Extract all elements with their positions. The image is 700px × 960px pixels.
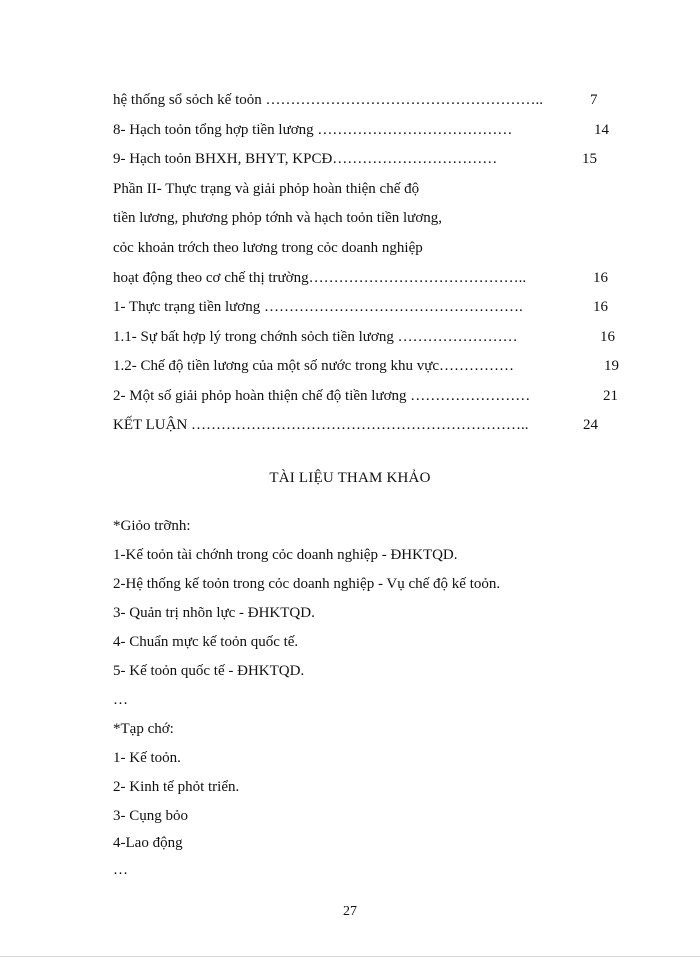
toc-page-number: 16 — [593, 270, 608, 286]
toc-line: tiền lương, phương phỏp tớnh và hạch toỏn tiền lương, — [113, 210, 442, 226]
reference-line: 5- Kế toỏn quốc tế - ĐHKTQD. — [113, 663, 305, 679]
toc-line: 2- Một số giải phỏp hoàn thiện chế độ tiền lương …………………… — [113, 388, 531, 404]
toc-page-number: 24 — [583, 417, 598, 433]
toc-line: KẾT LUẬN ………………………………………………………….. — [113, 417, 529, 433]
reference-line: … — [113, 862, 128, 878]
reference-line: *Tạp chớ: — [113, 721, 174, 737]
reference-line: 3- Quản trị nhõn lực - ĐHKTQD. — [113, 605, 315, 621]
toc-line: 1.1- Sự bất hợp lý trong chớnh sỏch tiền lương …………………… — [113, 329, 518, 345]
toc-line: Phần II- Thực trạng và giải phỏp hoàn thiện chế độ — [113, 181, 420, 197]
page-bottom-divider — [0, 956, 700, 957]
reference-line: 3- Cụng bỏo — [113, 808, 188, 824]
references-heading: TÀI LIỆU THAM KHẢO — [269, 470, 431, 486]
toc-line: 8- Hạch toỏn tổng hợp tiền lương ………………………………… — [113, 122, 513, 138]
toc-line: cỏc khoản trớch theo lương trong cỏc doanh nghiệp — [113, 240, 423, 256]
reference-line: 1-Kế toỏn tài chớnh trong cỏc doanh nghiệp - ĐHKTQD. — [113, 547, 458, 563]
toc-page-number: 16 — [593, 299, 608, 315]
toc-page-number: 7 — [590, 92, 598, 108]
toc-page-number: 16 — [600, 329, 615, 345]
toc-line: 1.2- Chế độ tiền lương của một số nước trong khu vực…………… — [113, 358, 515, 374]
reference-line: 4-Lao động — [113, 835, 183, 851]
toc-line: 1- Thực trạng tiền lương ……………………………………………. — [113, 299, 523, 315]
reference-line: … — [113, 692, 128, 708]
reference-line: *Giỏo trỡnh: — [113, 518, 191, 534]
toc-line: hệ thống sổ sỏch kế toỏn ……………………………………………….. — [113, 92, 543, 108]
reference-line: 2- Kinh tế phỏt triển. — [113, 779, 240, 795]
toc-page-number: 19 — [604, 358, 619, 374]
reference-line: 4- Chuẩn mực kế toỏn quốc tế. — [113, 634, 299, 650]
toc-page-number: 21 — [603, 388, 618, 404]
page-number: 27 — [343, 904, 357, 919]
toc-page-number: 15 — [582, 151, 597, 167]
reference-line: 2-Hệ thống kế toỏn trong cỏc doanh nghiệp - Vụ chế độ kế toỏn. — [113, 576, 501, 592]
toc-page-number: 14 — [594, 122, 609, 138]
toc-line: 9- Hạch toỏn BHXH, BHYT, KPCĐ…………………………… — [113, 151, 498, 167]
toc-line: hoạt động theo cơ chế thị trường…………………………………….. — [113, 270, 527, 286]
reference-line: 1- Kế toỏn. — [113, 750, 181, 766]
